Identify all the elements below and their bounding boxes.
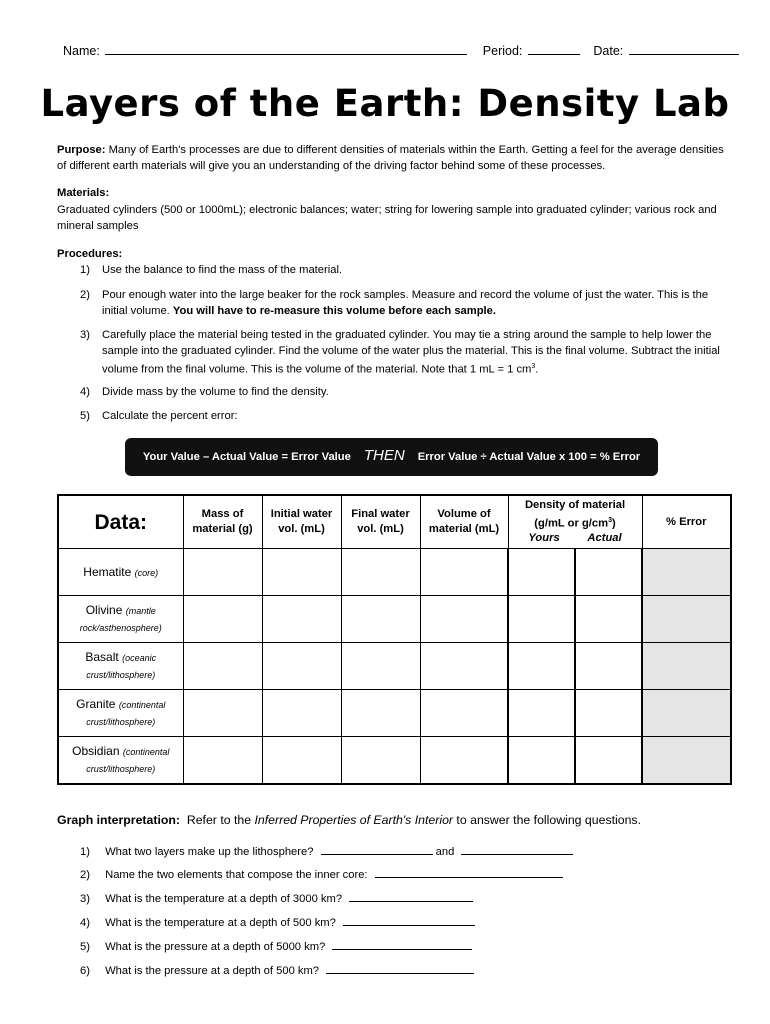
question-mid: and: [435, 846, 455, 858]
question-number: 1): [80, 846, 90, 858]
col-final-volume-header: Final water vol. (mL): [341, 495, 420, 549]
initial-volume-cell[interactable]: [262, 643, 341, 690]
sample-cell: [58, 596, 183, 643]
mass-cell[interactable]: [183, 737, 262, 785]
formula-right: Error Value ÷ Actual Value x 100 = % Error: [417, 451, 641, 463]
density-units: [509, 513, 642, 532]
sample-cell: [58, 643, 183, 690]
question: [80, 842, 573, 858]
error-cell[interactable]: [642, 690, 731, 737]
density-title: Density of material: [524, 498, 626, 511]
question-number: 5): [80, 941, 90, 953]
sample-name: Basalt: [85, 650, 119, 664]
col-yours-header: Yours: [528, 532, 560, 545]
materials-heading: Materials:: [57, 187, 110, 199]
sample-name: Olivine: [85, 603, 123, 617]
materials-text: Graduated cylinders (500 or 1000mL); electronic balances; water; string for lowering sample into graduated cylinder; various rock and mineral samples: [57, 204, 717, 232]
sample-note: (core): [134, 567, 159, 578]
question: [80, 937, 472, 953]
step-number: 5): [80, 410, 90, 422]
sample-note: (oceanic crust/lithosphere): [86, 653, 157, 680]
col-actual-header: Actual: [587, 532, 622, 545]
volume-cell[interactable]: [420, 737, 508, 785]
sample-cell: [58, 737, 183, 785]
sample-note: (continental crust/lithosphere): [86, 700, 166, 727]
table-row: [58, 690, 731, 737]
graph-text-italic: Inferred Properties of Earth's Interior: [254, 813, 454, 827]
sample-note: (continental crust/lithosphere): [86, 747, 170, 774]
mass-cell[interactable]: [183, 596, 262, 643]
sample-cell: [58, 549, 183, 596]
period-blank[interactable]: [528, 42, 580, 55]
answer-blank[interactable]: [461, 842, 573, 855]
graph-text-post: to answer the following questions.: [453, 813, 641, 827]
answer-blank[interactable]: [349, 889, 473, 902]
step-number: 3): [80, 329, 90, 341]
error-cell[interactable]: [642, 737, 731, 785]
data-table: [57, 494, 732, 785]
yours-cell[interactable]: [508, 549, 575, 596]
question-text: What is the pressure at a depth of 500 km?: [105, 965, 320, 977]
period-label: Period:: [482, 44, 523, 58]
final-volume-cell[interactable]: [341, 690, 420, 737]
step-number: 2): [80, 289, 90, 301]
col-density-header: [508, 495, 642, 549]
initial-volume-cell[interactable]: [262, 549, 341, 596]
name-label: Name:: [63, 44, 100, 58]
purpose-label: Purpose:: [57, 144, 106, 156]
mass-cell[interactable]: [183, 690, 262, 737]
sample-name: Granite: [76, 697, 116, 711]
step-text-tail: .: [535, 363, 539, 376]
mass-cell[interactable]: [183, 549, 262, 596]
final-volume-cell[interactable]: [341, 549, 420, 596]
density-units-sup: 3: [608, 516, 612, 524]
question-text: Name the two elements that compose the inner core:: [105, 869, 368, 881]
question-text: What is the temperature at a depth of 3000 km?: [105, 893, 343, 905]
question: [80, 913, 475, 929]
volume-cell[interactable]: [420, 549, 508, 596]
yours-cell[interactable]: [508, 737, 575, 785]
table-row: [58, 643, 731, 690]
step-text: Use the balance to find the mass of the material.: [102, 264, 343, 276]
step-number: 4): [80, 386, 90, 398]
actual-cell[interactable]: [575, 643, 642, 690]
graph-text-pre: Refer to the: [186, 813, 255, 827]
step-text-main: Carefully place the material being tested in the graduated cylinder. You may tie a string around the sample to help lower the sample into the graduated cylinder. Find the volume of the water plus the material. This is the final volume. Subtract the initial volume from the final volume. This is the volume of the material. Note that 1 mL = 1 cm: [102, 329, 720, 376]
answer-blank[interactable]: [375, 865, 563, 878]
data-table-title: Data:: [58, 495, 183, 549]
question-text: What is the temperature at a depth of 500 km?: [105, 917, 336, 929]
density-units-pre: (g/mL or g/cm: [534, 517, 609, 530]
volume-cell[interactable]: [420, 596, 508, 643]
sample-name: Hematite: [83, 564, 132, 579]
formula-then: THEN: [363, 446, 405, 464]
error-cell[interactable]: [642, 643, 731, 690]
step-text: Divide mass by the volume to find the density.: [102, 386, 329, 398]
yours-cell[interactable]: [508, 643, 575, 690]
error-cell[interactable]: [642, 549, 731, 596]
step-text: Calculate the percent error:: [102, 410, 238, 422]
density-units-post: ): [611, 517, 616, 530]
formula-left: Your Value – Actual Value = Error Value: [142, 451, 351, 463]
density-subheaders: [509, 531, 642, 546]
date-blank[interactable]: [629, 42, 739, 55]
question-text: What is the pressure at a depth of 5000 km?: [105, 941, 326, 953]
student-info-header: [63, 42, 739, 58]
step-text-bold: You will have to re-measure this volume before each sample.: [172, 305, 496, 317]
step-text: [102, 287, 724, 319]
final-volume-cell[interactable]: [341, 737, 420, 785]
answer-blank[interactable]: [321, 842, 433, 855]
step-number: 1): [80, 264, 90, 276]
question-text: What two layers make up the lithosphere?: [105, 846, 314, 858]
question-number: 4): [80, 917, 90, 929]
table-row: [58, 737, 731, 785]
question-number: 6): [80, 965, 90, 977]
initial-volume-cell[interactable]: [262, 737, 341, 785]
purpose-paragraph: [57, 142, 727, 174]
sample-name: Obsidian: [72, 744, 120, 758]
col-initial-volume-header: Initial water vol. (mL): [262, 495, 341, 549]
actual-cell[interactable]: [575, 690, 642, 737]
graph-interpretation-heading: [57, 813, 641, 827]
step-text-main: Pour enough water into the large beaker for the rock samples. Measure and record the volume of just the water. This is the initial volume.: [102, 289, 709, 317]
name-blank[interactable]: [105, 42, 467, 55]
final-volume-cell[interactable]: [341, 643, 420, 690]
actual-cell[interactable]: [575, 596, 642, 643]
table-row: [58, 549, 731, 596]
table-row: [58, 596, 731, 643]
date-label: Date:: [593, 44, 624, 58]
actual-cell[interactable]: [575, 549, 642, 596]
step-text: [102, 327, 724, 378]
volume-cell[interactable]: [420, 643, 508, 690]
col-error-header: % Error: [642, 495, 731, 549]
procedures-heading: Procedures:: [57, 248, 123, 260]
actual-cell[interactable]: [575, 737, 642, 785]
final-volume-cell[interactable]: [341, 596, 420, 643]
volume-cell[interactable]: [420, 690, 508, 737]
percent-error-formula-box: [125, 438, 658, 476]
mass-cell[interactable]: [183, 643, 262, 690]
graph-label: Graph interpretation:: [57, 813, 180, 827]
question: [80, 865, 563, 881]
purpose-text: Many of Earth's processes are due to different densities of materials within the Earth. Getting a feel for the average densities of different earth materials will give you an understanding of the driving factor behind some of these processes.: [57, 144, 724, 172]
col-mass-header: Mass of material (g): [183, 495, 262, 549]
sample-cell: [58, 690, 183, 737]
step-text-sup: 3: [531, 363, 536, 370]
answer-blank[interactable]: [343, 913, 475, 926]
initial-volume-cell[interactable]: [262, 596, 341, 643]
yours-cell[interactable]: [508, 596, 575, 643]
error-cell[interactable]: [642, 596, 731, 643]
question: [80, 889, 473, 905]
question-number: 3): [80, 893, 90, 905]
question: [80, 961, 474, 977]
yours-cell[interactable]: [508, 690, 575, 737]
sample-note: (mantle rock/asthenosphere): [79, 606, 162, 633]
initial-volume-cell[interactable]: [262, 690, 341, 737]
col-volume-header: Volume of material (mL): [420, 495, 508, 549]
answer-blank[interactable]: [326, 961, 474, 974]
answer-blank[interactable]: [332, 937, 472, 950]
page-title: Layers of the Earth: Density Lab: [40, 82, 730, 125]
question-number: 2): [80, 869, 90, 881]
